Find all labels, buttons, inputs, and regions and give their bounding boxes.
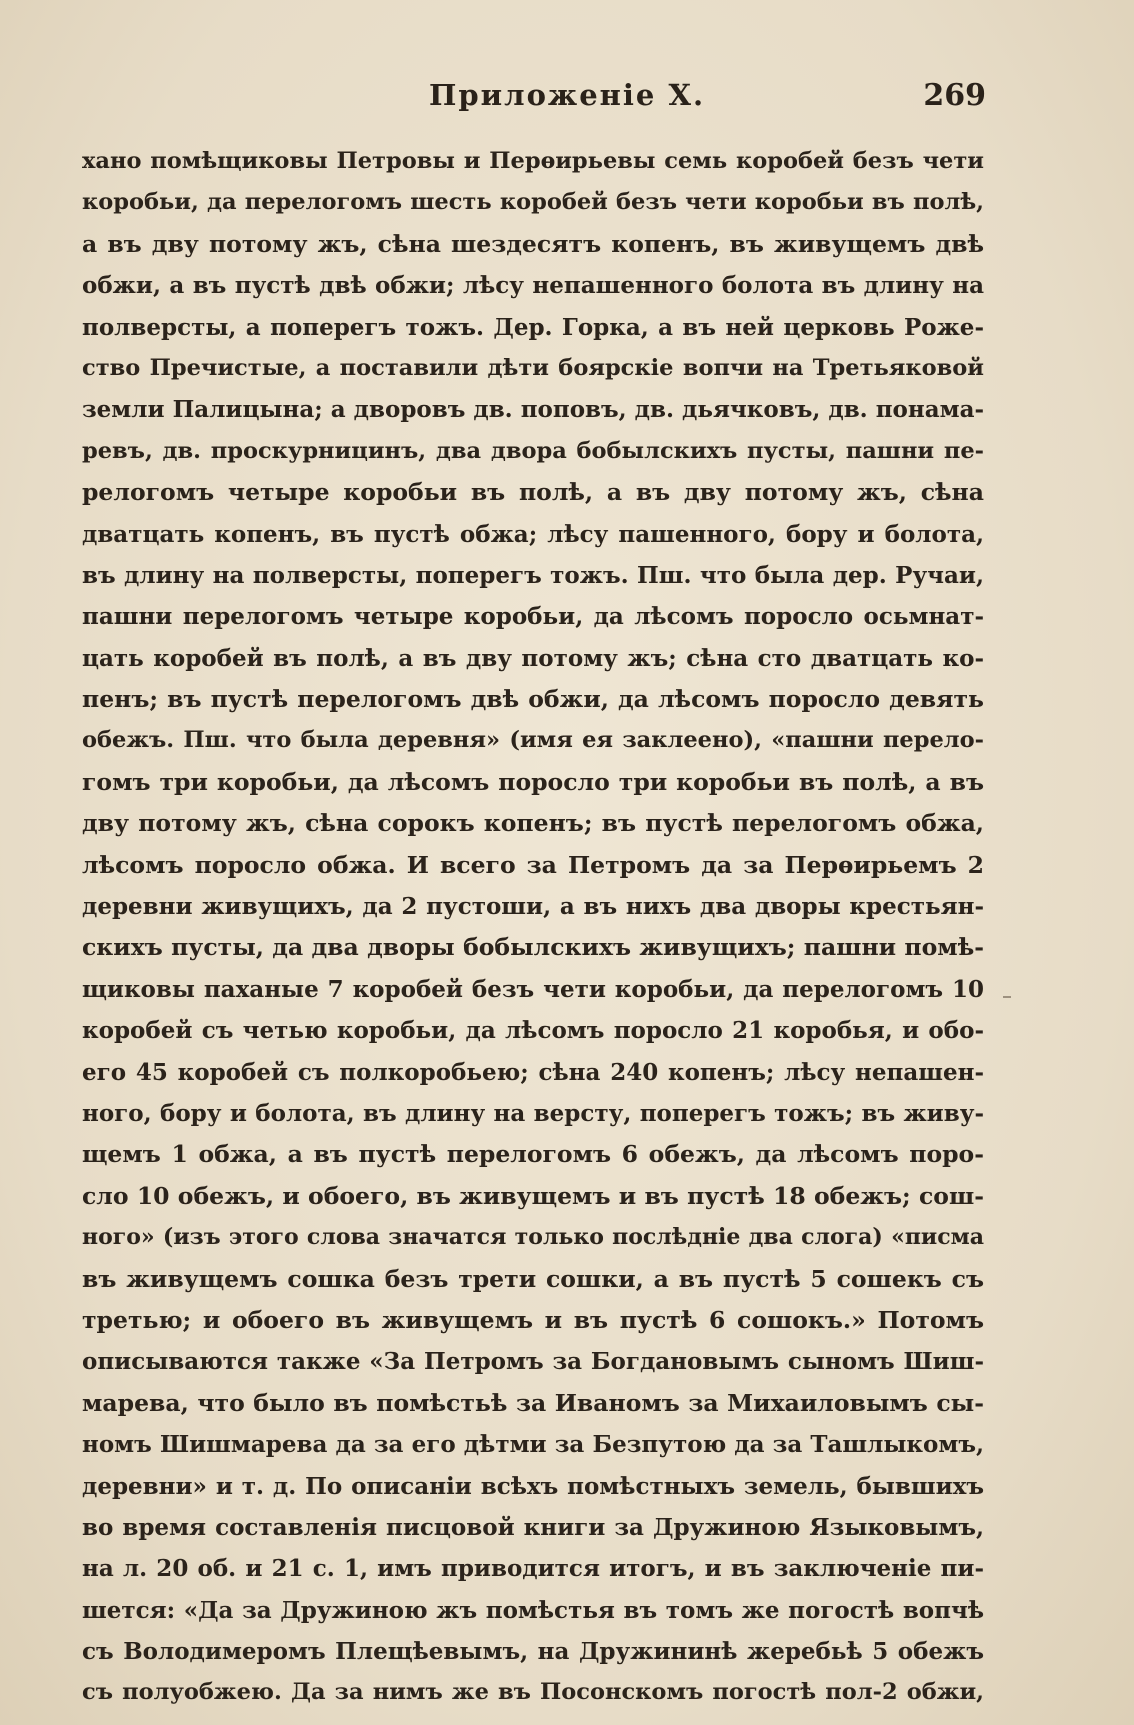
text-line: коробей съ четью коробьи, да лѣсомъ поросло 21 коробья, и обо- bbox=[82, 1017, 984, 1045]
text-line: обжи, а въ пустѣ двѣ обжи; лѣсу непашенного болота въ длину на bbox=[82, 272, 984, 300]
text-line: пашни перелогомъ четыре коробьи, да лѣсомъ поросло осьмнат- bbox=[82, 603, 984, 631]
text-line: въ живущемъ сошка безъ трети сошки, а въ пустѣ 5 сошекъ съ bbox=[82, 1264, 984, 1293]
text-line: скихъ пусты, да два дворы бобылскихъ живущихъ; пашни помѣ- bbox=[82, 933, 984, 962]
running-title: Приложеніе X. bbox=[428, 78, 706, 112]
text-line: пенъ; въ пустѣ перелогомъ двѣ обжи, да лѣсомъ поросло девять bbox=[82, 685, 984, 714]
text-line: съ Володимеромъ Плещѣевымъ, на Дружининѣ жеребьѣ 5 обежъ bbox=[82, 1638, 984, 1666]
page-header bbox=[0, 78, 1134, 118]
text-line: хано помѣщиковы Петровы и Перѳирьевы семь коробей безъ чети bbox=[82, 148, 984, 174]
text-line: обежъ. Пш. что была деревня» (имя ея заклеено), «пашни перело- bbox=[82, 727, 984, 754]
text-line: сло 10 обежъ, и обоего, въ живущемъ и въ пустѣ 18 обежъ; сош- bbox=[82, 1181, 984, 1210]
text-line: щемъ 1 обжа, а въ пустѣ перелогомъ 6 обежъ, да лѣсомъ поро- bbox=[82, 1140, 984, 1169]
text-line: деревни живущихъ, да 2 пустоши, а въ нихъ два дворы крестьян- bbox=[82, 893, 984, 921]
text-line: шется: «Да за Дружиною жъ помѣстья въ томъ же погостѣ вопчѣ bbox=[82, 1596, 984, 1624]
body-text bbox=[82, 141, 984, 1714]
text-line: во время составленія писцовой книги за Дружиною Языковымъ, bbox=[82, 1513, 984, 1541]
text-line: въ длину на полверсты, поперегъ тожъ. Пш. что была дер. Ручаи, bbox=[82, 561, 984, 589]
text-line: земли Палицына; а дворовъ дв. поповъ, дв. дьячковъ, дв. понама- bbox=[82, 396, 985, 424]
text-line: марева, что было въ помѣстьѣ за Иваномъ за Михаиловымъ сы- bbox=[82, 1388, 984, 1417]
text-line: а въ дву потому жъ, сѣна шездесятъ копенъ, въ живущемъ двѣ bbox=[82, 229, 984, 258]
margin-mark bbox=[1003, 996, 1011, 998]
text-line: гомъ три коробьи, да лѣсомъ поросло три коробьи въ полѣ, а въ bbox=[82, 767, 984, 796]
text-line: на л. 20 об. и 21 с. 1, имъ приводится итогъ, и въ заключеніе пи- bbox=[82, 1555, 984, 1583]
text-line: релогомъ четыре коробьи въ полѣ, а въ дву потому жъ, сѣна bbox=[82, 478, 984, 507]
text-line: ревъ, дв. проскурницинъ, два двора бобылскихъ пусты, пашни пе- bbox=[82, 437, 984, 464]
text-line: третью; и обоего въ живущемъ и въ пустѣ 6 сошокъ.» Потомъ bbox=[82, 1305, 984, 1334]
text-line: ного, бору и болота, въ длину на версту, поперегъ тожъ; въ живу- bbox=[82, 1099, 984, 1127]
text-line: цать коробей въ полѣ, а въ дву потому жъ; сѣна сто дватцать ко- bbox=[82, 644, 984, 672]
text-line: дватцать копенъ, въ пустѣ обжа; лѣсу пашенного, бору и болота, bbox=[82, 520, 984, 548]
text-line: полверсты, а поперегъ тожъ. Дер. Горка, а въ ней церковь Роже- bbox=[82, 313, 984, 341]
page-number: 269 bbox=[923, 78, 986, 113]
text-line: дву потому жъ, сѣна сорокъ копенъ; въ пустѣ перелогомъ обжа, bbox=[82, 809, 984, 838]
text-line: лѣсомъ поросло обжа. И всего за Петромъ да за Перѳирьемъ 2 bbox=[82, 850, 984, 879]
text-line: его 45 коробей съ полкоробьею; сѣна 240 копенъ; лѣсу непашен- bbox=[82, 1058, 984, 1086]
text-line: деревни» и т. д. По описаніи всѣхъ помѣстныхъ земель, бывшихъ bbox=[82, 1472, 984, 1500]
text-line: коробьи, да перелогомъ шесть коробей безъ чети коробьи въ полѣ, bbox=[82, 189, 984, 216]
text-line: ство Пречистые, а поставили дѣти боярскіе вопчи на Третьяковой bbox=[82, 354, 984, 381]
text-line: номъ Шишмарева да за его дѣтми за Безпутою да за Ташлыкомъ, bbox=[82, 1431, 984, 1459]
text-line: описываются также «За Петромъ за Богдановымъ сыномъ Шиш- bbox=[82, 1348, 984, 1376]
text-line: съ полуобжею. Да за нимъ же въ Посонскомъ погостѣ пол-2 обжи, bbox=[82, 1679, 984, 1706]
text-line: щиковы паханые 7 коробей безъ чети коробьи, да перелогомъ 10 bbox=[82, 975, 984, 1003]
text-line: ного» (изъ этого слова значатся только послѣдніе два слога) «писма bbox=[82, 1224, 984, 1251]
